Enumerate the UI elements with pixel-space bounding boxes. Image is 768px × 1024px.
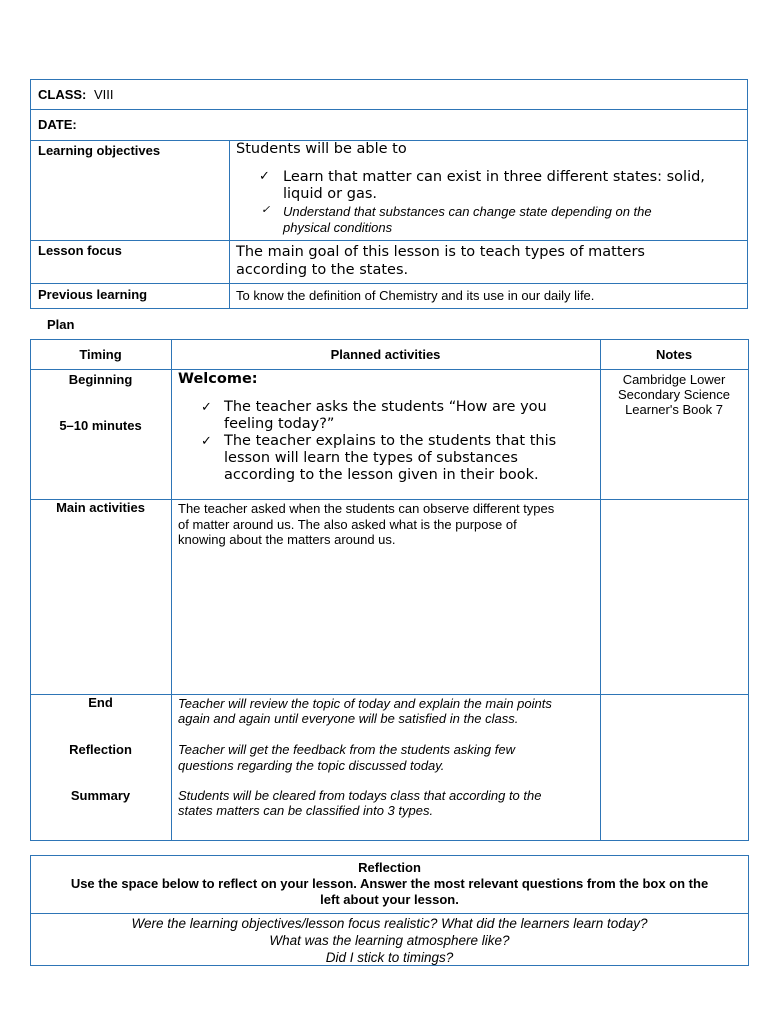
beginning-duration: 5–10 minutes (59, 418, 142, 433)
notes-text-cont: Learner's Book 7 (625, 402, 723, 417)
notes-text: Cambridge Lower (622, 372, 726, 387)
divider (30, 109, 748, 110)
lesson-focus-text-cont: according to the states. (236, 262, 409, 278)
check-icon: ✓ (261, 204, 271, 216)
lesson-focus-label: Lesson focus (38, 243, 122, 258)
reflection-title: Reflection (358, 860, 421, 875)
previous-learning-label: Previous learning (38, 287, 148, 302)
reflection-question: Were the learning objectives/lesson focus realistic? What did the learners learn today? (131, 916, 648, 931)
learning-objectives-intro: Students will be able to (236, 141, 407, 157)
beginning-label: Beginning (68, 372, 133, 387)
notes-header: Notes (655, 347, 693, 362)
objective-1-cont: liquid or gas. (283, 186, 377, 202)
check-icon: ✓ (201, 433, 212, 448)
welcome-item-2-cont: according to the lesson given in their book. (224, 467, 539, 483)
objective-2: Understand that substances can change state depending on the (283, 204, 652, 219)
lesson-focus-text: The main goal of this lesson is to teach types of matters (236, 244, 645, 260)
reflection-label: Reflection (69, 742, 132, 757)
timing-header: Timing (79, 347, 122, 362)
date-label: DATE: (38, 117, 77, 132)
plan-label: Plan (47, 317, 75, 332)
welcome-item-2-cont: lesson will learn the types of substances (224, 450, 518, 466)
divider (30, 913, 749, 914)
objective-2-cont: physical conditions (283, 220, 393, 235)
welcome-item-1-cont: feeling today?” (224, 416, 335, 432)
divider (229, 140, 230, 309)
reflection-instruction: Use the space below to reflect on your lesson. Answer the most relevant questions from the box on the (70, 876, 709, 891)
main-activities-text-cont: knowing about the matters around us. (178, 532, 396, 547)
summary-text: Students will be cleared from todays class that according to the (178, 788, 542, 803)
reflection-instruction-cont: left about your lesson. (320, 892, 459, 907)
class-label: CLASS: (38, 87, 87, 102)
notes-text-cont: Secondary Science (617, 387, 730, 402)
check-icon: ✓ (259, 168, 270, 183)
end-label: End (88, 695, 113, 710)
welcome-item-2: The teacher explains to the students that this (224, 433, 557, 449)
activities-header: Planned activities (330, 347, 441, 362)
objective-1: Learn that matter can exist in three different states: solid, (283, 169, 705, 185)
divider (30, 369, 749, 370)
reflection-text-cont: questions regarding the topic discussed today. (178, 758, 445, 773)
welcome-title: Welcome: (178, 371, 258, 387)
class-value: VIII (94, 87, 114, 102)
end-text-cont: again and again until everyone will be satisfied in the class. (178, 711, 519, 726)
divider (171, 339, 172, 841)
previous-learning-value: To know the definition of Chemistry and its use in our daily life. (236, 288, 595, 303)
divider (30, 283, 748, 284)
reflection-question: What was the learning atmosphere like? (269, 933, 510, 948)
summary-label: Summary (70, 788, 131, 803)
divider (30, 240, 748, 241)
check-icon: ✓ (201, 399, 212, 414)
learning-objectives-label: Learning objectives (38, 143, 161, 158)
welcome-item-1: The teacher asks the students “How are you (224, 399, 547, 415)
main-activities-text-cont: of matter around us. The also asked what is the purpose of (178, 517, 517, 532)
main-activities-label: Main activities (56, 500, 145, 515)
reflection-question: Did I stick to timings? (325, 950, 454, 965)
main-activities-text: The teacher asked when the students can observe different types (178, 501, 555, 516)
summary-text-cont: states matters can be classified into 3 types. (178, 803, 434, 818)
end-text: Teacher will review the topic of today and explain the main points (178, 696, 552, 711)
reflection-text: Teacher will get the feedback from the students asking few (178, 742, 515, 757)
